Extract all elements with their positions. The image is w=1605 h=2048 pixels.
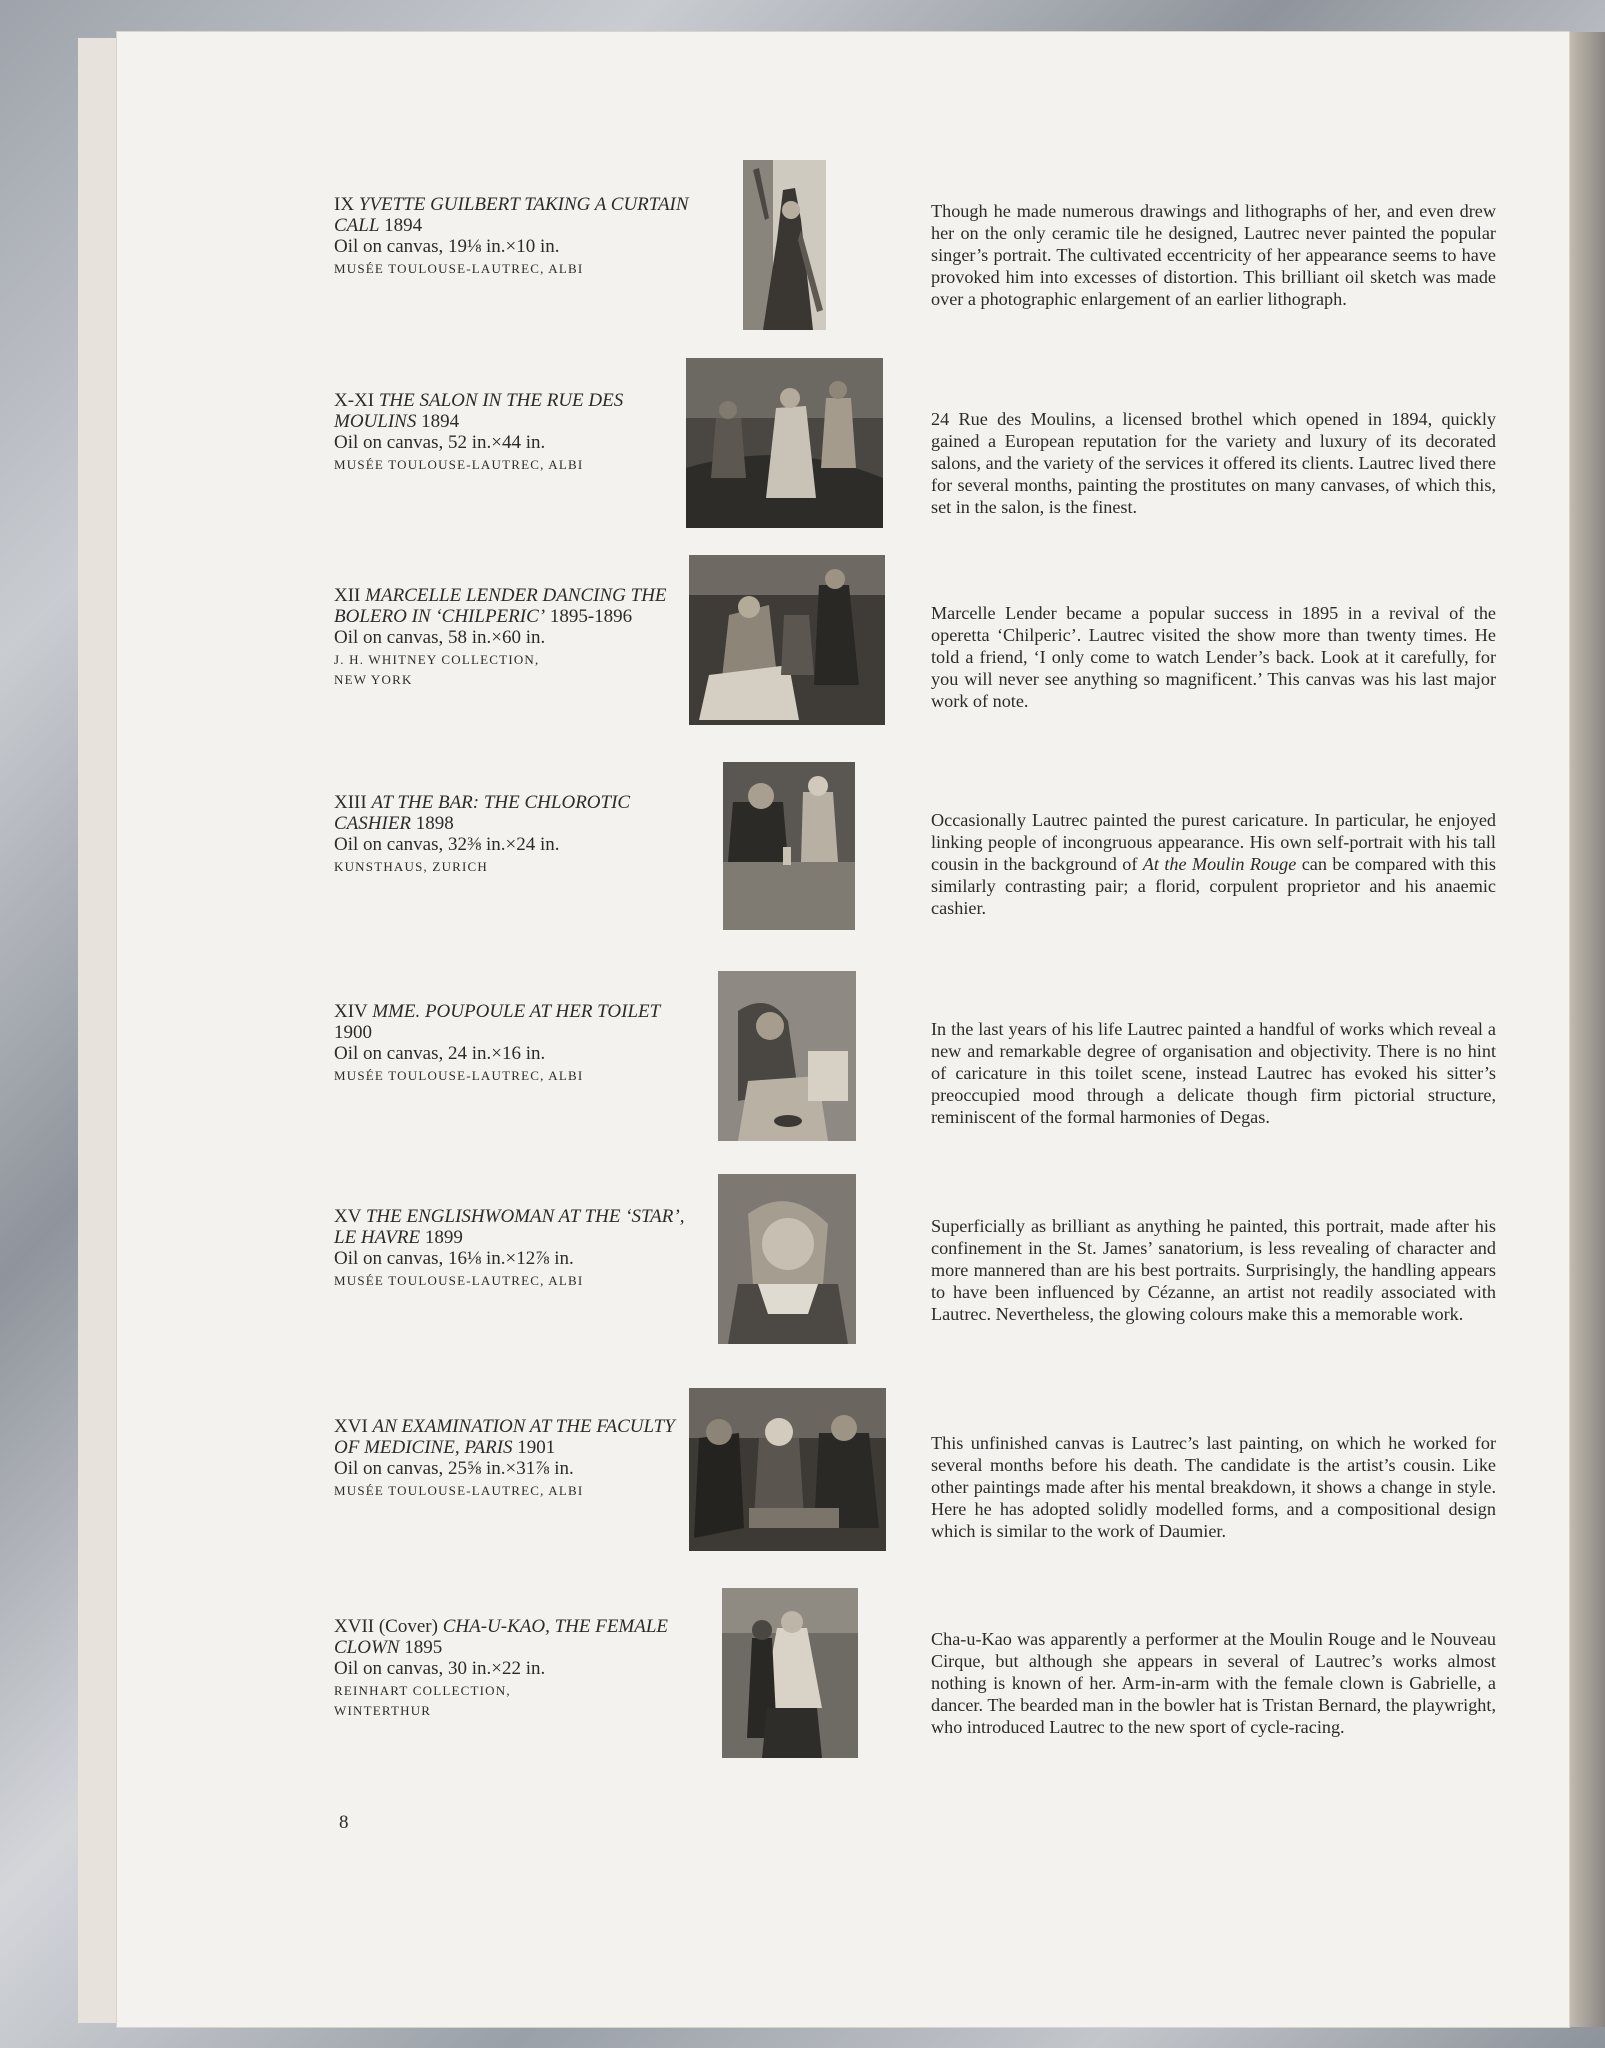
entry-title [334,390,699,432]
referenced-painting-title: At the Moulin Rouge [1142,854,1297,874]
entry-title [334,1416,699,1458]
painting-title: MME. POUPOULE AT HER TOILET [372,1001,661,1022]
painting-collection [334,1066,699,1086]
entry-caption [334,1001,699,1086]
entry-title [334,1206,699,1248]
entry-caption [334,1206,699,1291]
entry-caption [334,792,699,877]
painting-image [689,1388,886,1551]
plate-number: IX [334,194,355,215]
plate-number: XVI [334,1416,368,1437]
painting-medium: Oil on canvas, 58 in.×60 in. [334,627,546,648]
painting-collection [334,1681,699,1721]
painting-description: Marcelle Lender became a popular success in 1895 in a revival of the operetta ‘Chilperic’. Lautrec visited the show more than twenty times. He told a friend, ‘I only come to watch Lender’s back. Look at it carefully, for you will never see anything so magnificent.’ This canvas was his last major work of note. [931,603,1496,711]
painting-image [722,1588,858,1758]
painting-medium: Oil on canvas, 30 in.×22 in. [334,1658,546,1679]
painting-title: YVETTE GUILBERT TAKING A CURTAIN CALL [334,194,689,236]
painting-image-salon [686,358,883,528]
page-number: 8 [339,1812,349,1833]
painting-title: AN EXAMINATION AT THE FACULTY OF MEDICINE, PARIS [334,1416,675,1458]
painting-image-poupoule [718,971,856,1141]
painting-image [723,762,855,930]
collection-line: J. H. WHITNEY COLLECTION, [334,652,540,667]
entry-title [334,1001,699,1043]
plate-number: XV [334,1206,362,1227]
collection-line: MUSÉE TOULOUSE-LAUTREC, ALBI [334,457,584,472]
painting-image [718,1174,856,1344]
painting-image-lender [689,555,885,725]
page-edge [1565,32,1605,2027]
painting-image-cashier [723,762,855,930]
collection-line: KUNSTHAUS, ZURICH [334,859,489,874]
painting-image-cha-u-kao [722,1588,858,1758]
plate-number: XVII (Cover) [334,1616,438,1637]
collection-line: REINHART COLLECTION, [334,1683,511,1698]
plate-number: XII [334,585,361,606]
painting-description: Cha-u-Kao was apparently a performer at the Moulin Rouge and le Nouveau Cirque, but although she appears in several of Lautrec’s works almost nothing is known of her. Arm-in-arm with the female clown is Gabrielle, a dancer. The bearded man in the bowler hat is Tristan Bernard, the playwright, who introduced Lautrec to the new sport of cycle-racing. [931,1629,1496,1737]
entry-title [334,194,699,236]
painting-medium: Oil on canvas, 19⅛ in.×10 in. [334,236,560,257]
painting-description: In the last years of his life Lautrec painted a handful of works which reveal a new and remarkable degree of organisation and objectivity. There is no hint of caricature in this toilet scene, instead Lautrec has evoked his sitter’s preoccupied mood through a delicate though firm pictorial structure, reminiscent of the formal harmonies of Degas. [931,1019,1496,1127]
painting-medium: Oil on canvas, 32⅜ in.×24 in. [334,834,560,855]
painting-collection [334,455,699,475]
description-text: can be compared with this similarly contrasting pair; a florid, corpulent proprietor and his anaemic cashier. [931,854,1496,918]
painting-image-yvette [743,160,826,330]
painting-collection [334,650,699,690]
entry-caption [334,1416,699,1501]
painting-medium: Oil on canvas, 16⅛ in.×12⅞ in. [334,1248,574,1269]
painting-medium: Oil on canvas, 24 in.×16 in. [334,1043,546,1064]
painting-year: 1899 [424,1227,463,1248]
plate-number: XIV [334,1001,368,1022]
collection-line: MUSÉE TOULOUSE-LAUTREC, ALBI [334,1068,584,1083]
painting-year: 1894 [421,411,460,432]
painting-description [931,809,1496,919]
collection-line: MUSÉE TOULOUSE-LAUTREC, ALBI [334,1483,584,1498]
entry-caption [334,194,699,279]
entry-title [334,1616,699,1658]
painting-description: Superficially as brilliant as anything he painted, this portrait, made after his confinement in the St. James’ sanatorium, is less revealing of character and more mannered than are his best portraits. Surprisingly, the handling appears to have been influenced by Cézanne, an artist not readily associated with Lautrec. Nevertheless, the glowing colours make this a memorable work. [931,1216,1496,1324]
painting-medium: Oil on canvas, 25⅝ in.×31⅞ in. [334,1458,574,1479]
entry-caption [334,390,699,475]
entry-title [334,792,699,834]
collection-line: MUSÉE TOULOUSE-LAUTREC, ALBI [334,1273,584,1288]
painting-image [686,358,883,528]
plate-number: XIII [334,792,367,813]
painting-year: 1901 [517,1437,556,1458]
painting-collection [334,1271,699,1291]
plate-number: X-XI [334,390,375,411]
collection-line: WINTERTHUR [334,1703,432,1718]
painting-description: 24 Rue des Moulins, a licensed brothel which opened in 1894, quickly gained a European reputation for the variety and luxury of its decorated salons, and the variety of the services it offered its clients. Lautrec lived there for several months, painting the prostitutes on many canvases, of which this, set in the salon, is the finest. [931,409,1496,517]
painting-image [718,971,856,1141]
catalogue-page [117,32,1569,2027]
painting-image-englishwoman [718,1174,856,1344]
entry-title [334,585,699,627]
entry-caption [334,585,699,690]
painting-image [689,555,885,725]
painting-year: 1895-1896 [549,606,633,627]
description-text: Occasionally Lautrec painted the purest caricature. In particular, he enjoyed linking people of incongruous appearance. His own self-portrait with his tall cousin in the background of [931,810,1496,874]
painting-title: THE SALON IN THE RUE DES MOULINS [334,390,624,432]
painting-description: This unfinished canvas is Lautrec’s last painting, on which he worked for several months before his death. The candidate is the artist’s cousin. Like other paintings made after his mental breakdown, it shows a change in style. Here he has adopted solidly modelled forms, and a compositional design which is similar to the work of Daumier. [931,1433,1496,1541]
painting-title: CHA-U-KAO, THE FEMALE CLOWN [334,1616,669,1658]
collection-line: NEW YORK [334,672,413,687]
painting-title: AT THE BAR: THE CHLOROTIC CASHIER [334,792,631,834]
painting-collection [334,1481,699,1501]
painting-image [743,160,826,330]
painting-collection [334,857,699,877]
painting-title: MARCELLE LENDER DANCING THE BOLERO IN ‘CHILPERIC’ [334,585,667,627]
painting-year: 1895 [404,1637,443,1658]
painting-year: 1894 [384,215,423,236]
entry-caption [334,1616,699,1721]
painting-description: Though he made numerous drawings and lithographs of her, and even drew her on the only ceramic tile he designed, Lautrec never painted the popular singer’s portrait. The cultivated eccentricity of her appearance seems to have provoked him into excesses of distortion. This brilliant oil sketch was made over a photographic enlargement of an earlier lithograph. [931,201,1496,309]
painting-year: 1900 [334,1022,372,1043]
painting-collection [334,259,699,279]
collection-line: MUSÉE TOULOUSE-LAUTREC, ALBI [334,261,584,276]
painting-medium: Oil on canvas, 52 in.×44 in. [334,432,546,453]
painting-title: THE ENGLISHWOMAN AT THE ‘STAR’, LE HAVRE [334,1206,685,1248]
painting-year: 1898 [415,813,454,834]
painting-image-examination [689,1388,886,1551]
